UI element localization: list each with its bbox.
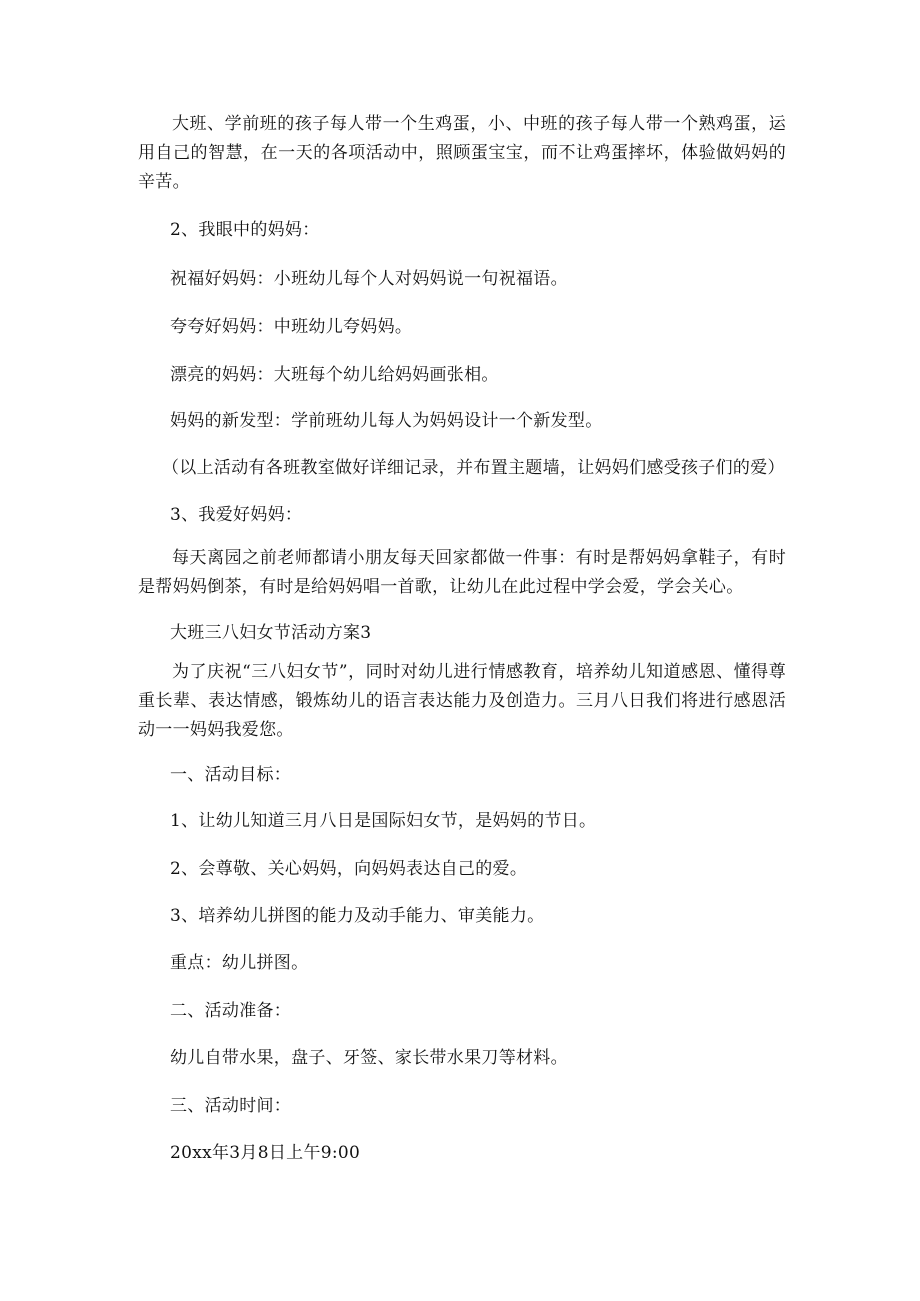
item-new-hairstyle: 妈妈的新发型：学前班幼儿每人为妈妈设计一个新发型。 [170,411,603,431]
paragraph-egg-activity: 大班、学前班的孩子每人带一个生鸡蛋，小、中班的孩子每人带一个熟鸡蛋，运用自己的智慧，在一天的各项活动中，照顾蛋宝宝，而不让鸡蛋摔坏，体验做妈妈的辛苦。 [138,114,786,192]
item-beautiful-mom: 漂亮的妈妈：大班每个幼儿给妈妈画张相。 [170,365,499,385]
goal-item-1: 1、让幼儿知道三月八日是国际妇女节，是妈妈的节日。 [170,811,597,831]
activity-datetime: 20xx年3月8日上午9:00 [170,1143,361,1163]
note-records: （以上活动有各班教室做好详细记录，并布置主题墙，让妈妈们感受孩子们的爱） [162,458,785,478]
item-praise-mom: 夸夸好妈妈：中班幼儿夸妈妈。 [170,317,413,337]
section-title-plan-3: 大班三八妇女节活动方案3 [170,623,372,643]
heading-mom-in-my-eyes: 2、我眼中的妈妈： [170,220,320,240]
paragraph-introduction: 为了庆祝“三八妇女节”，同时对幼儿进行情感教育，培养幼儿知道感恩、懂得尊重长辈、表达情感，锻炼幼儿的语言表达能力及创造力。三月八日我们将进行感恩活动一一妈妈我爱您。 [138,662,786,740]
goal-item-3: 3、培养幼儿拼图的能力及动手能力、审美能力。 [170,906,545,926]
heading-activity-time: 三、活动时间： [170,1096,292,1116]
item-bless-mom: 祝福好妈妈：小班幼儿每个人对妈妈说一句祝福语。 [170,269,568,289]
heading-activity-goals: 一、活动目标： [170,765,292,785]
heading-preparation: 二、活动准备： [170,1001,292,1021]
heading-love-mom: 3、我爱好妈妈： [170,505,303,525]
paragraph-daily-task: 每天离园之前老师都请小朋友每天回家都做一件事：有时是帮妈妈拿鞋子，有时是帮妈妈倒茶，有时是给妈妈唱一首歌，让幼儿在此过程中学会爱，学会关心。 [138,548,786,597]
goal-item-2: 2、会尊敬、关心妈妈，向妈妈表达自己的爱。 [170,859,528,879]
key-point: 重点：幼儿拼图。 [170,953,309,973]
preparation-materials: 幼儿自带水果，盘子、牙签、家长带水果刀等材料。 [170,1048,568,1068]
